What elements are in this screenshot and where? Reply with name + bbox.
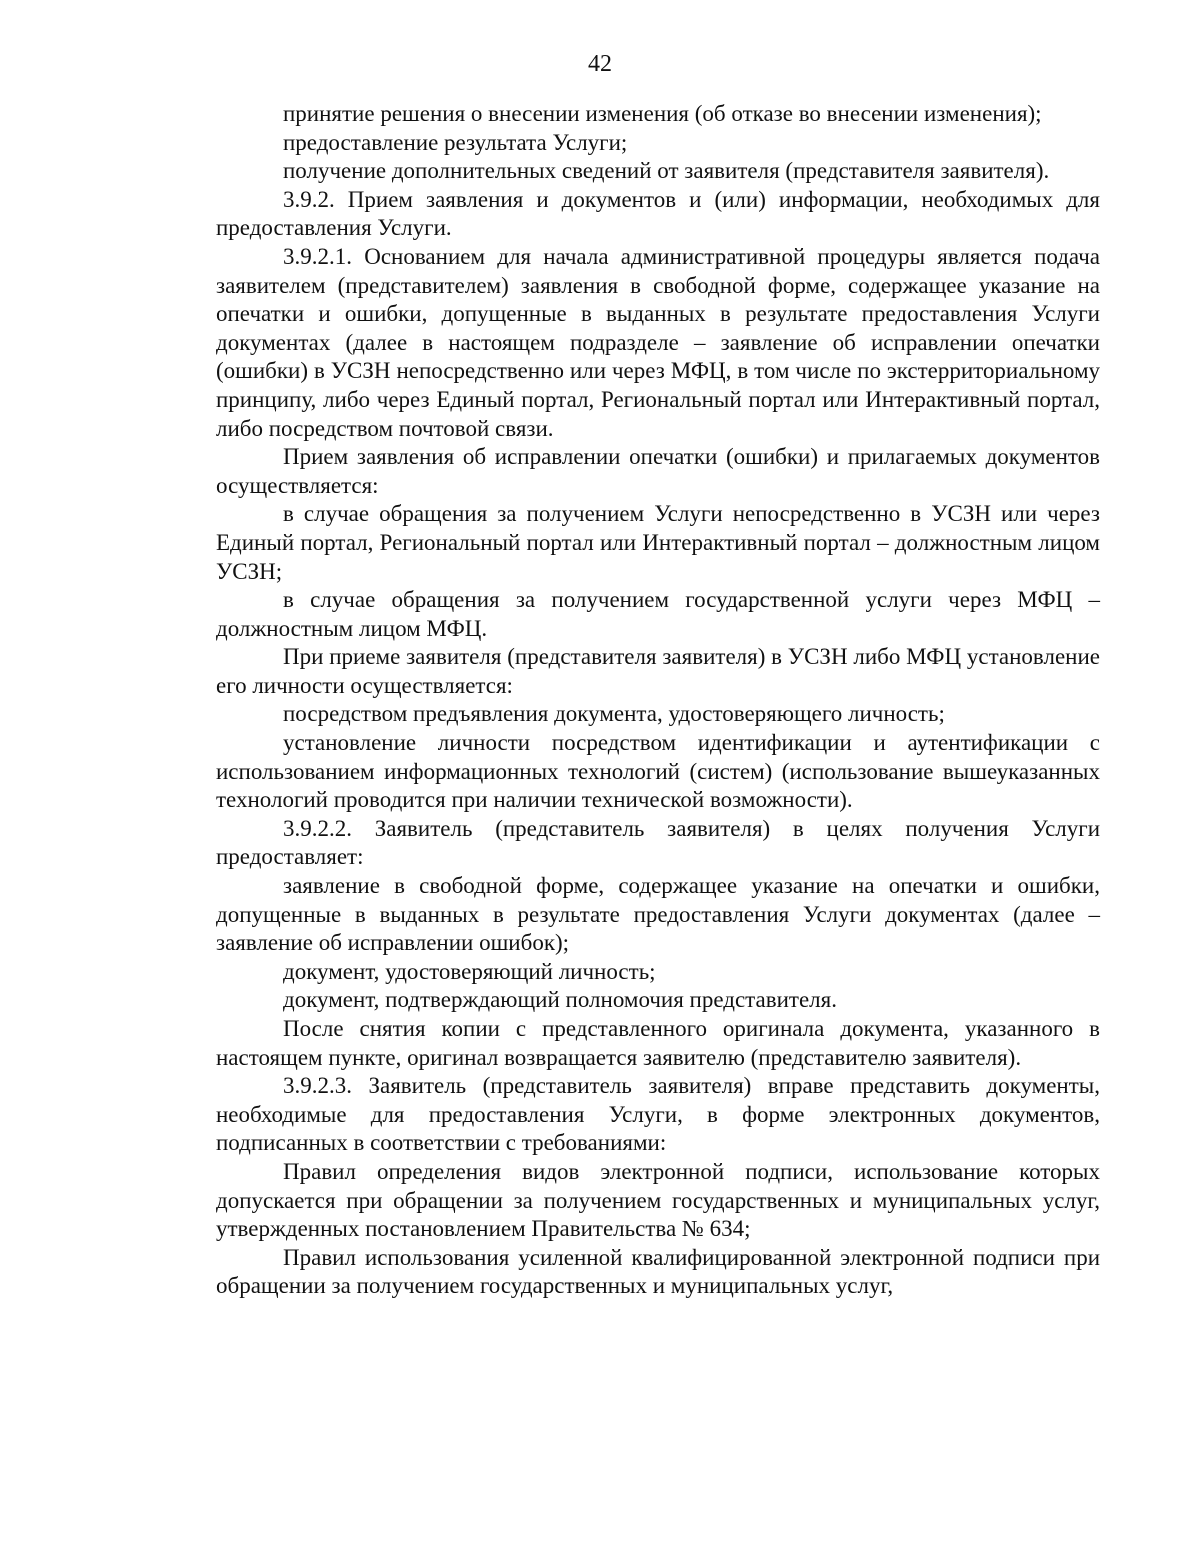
paragraph: заявление в свободной форме, содержащее указание на опечатки и ошибки, допущенные в выданных в результате предоставления Услуги документах (далее – заявление об исправлении ошибок); [216, 873, 1100, 956]
paragraph: 3.9.2. Прием заявления и документов и (или) информации, необходимых для предоставления Услуги. [216, 186, 1100, 241]
paragraph: документ, удостоверяющий личность; [283, 958, 656, 984]
page-number: 42 [588, 51, 612, 77]
paragraph: в случае обращения за получением Услуги непосредственно в УСЗН или через Единый портал, Региональный портал или Интерактивный портал – должностным лицом УСЗН; [216, 501, 1100, 584]
paragraph: Правил определения видов электронной подписи, использование которых допускается при обращении за получением государственных и муниципальных услуг, утвержденных постановлением Правительства № 634; [216, 1158, 1100, 1242]
paragraph: 3.9.2.2. Заявитель (представитель заявителя) в целях получения Услуги предоставляет: [216, 815, 1100, 870]
paragraph: в случае обращения за получением государственной услуги через МФЦ – должностным лицом МФЦ. [216, 587, 1100, 641]
paragraph: Прием заявления об исправлении опечатки (ошибки) и прилагаемых документов осуществляется: [216, 444, 1100, 498]
paragraph: документ, подтверждающий полномочия представителя. [283, 987, 837, 1013]
paragraph: 3.9.2.1. Основанием для начала административной процедуры является подача заявителем (представителем) заявления в свободной форме, содержащее указание на опечатки и ошибки, допущенные в выданных в результате предоставления Услуги документах (далее в настоящем подразделе – заявление об исправлении опечатки (ошибки) в УСЗН непосредственно или через МФЦ, в том числе по экстерриториальному принципу, либо через Единый портал, Региональный портал или Интерактивный портал, либо посредством почтовой связи. [216, 243, 1100, 441]
paragraph: После снятия копии с представленного оригинала документа, указанного в настоящем пункте, оригинал возвращается заявителю (представителю заявителя). [216, 1016, 1100, 1070]
paragraph: 3.9.2.3. Заявитель (представитель заявителя) вправе представить документы, необходимые для предоставления Услуги, в форме электронных документов, подписанных в соответствии с требованиями: [216, 1073, 1100, 1156]
paragraph: установление личности посредством идентификации и аутентификации с использованием информационных технологий (систем) (использование вышеуказанных технологий проводится при наличии технической возможности). [216, 730, 1100, 813]
paragraph: посредством предъявления документа, удостоверяющего личность; [283, 701, 945, 727]
paragraph: При приеме заявителя (представителя заявителя) в УСЗН либо МФЦ установление его личности осуществляется: [216, 644, 1100, 698]
paragraph: получение дополнительных сведений от заявителя (представителя заявителя). [283, 158, 1050, 184]
document-body [216, 100, 1100, 1301]
paragraph: Правил использования усиленной квалифицированной электронной подписи при обращении за получением государственных и муниципальных услуг, [216, 1244, 1100, 1299]
paragraph: предоставление результата Услуги; [283, 129, 628, 155]
paragraph: принятие решения о внесении изменения (об отказе во внесении изменения); [283, 101, 1042, 126]
